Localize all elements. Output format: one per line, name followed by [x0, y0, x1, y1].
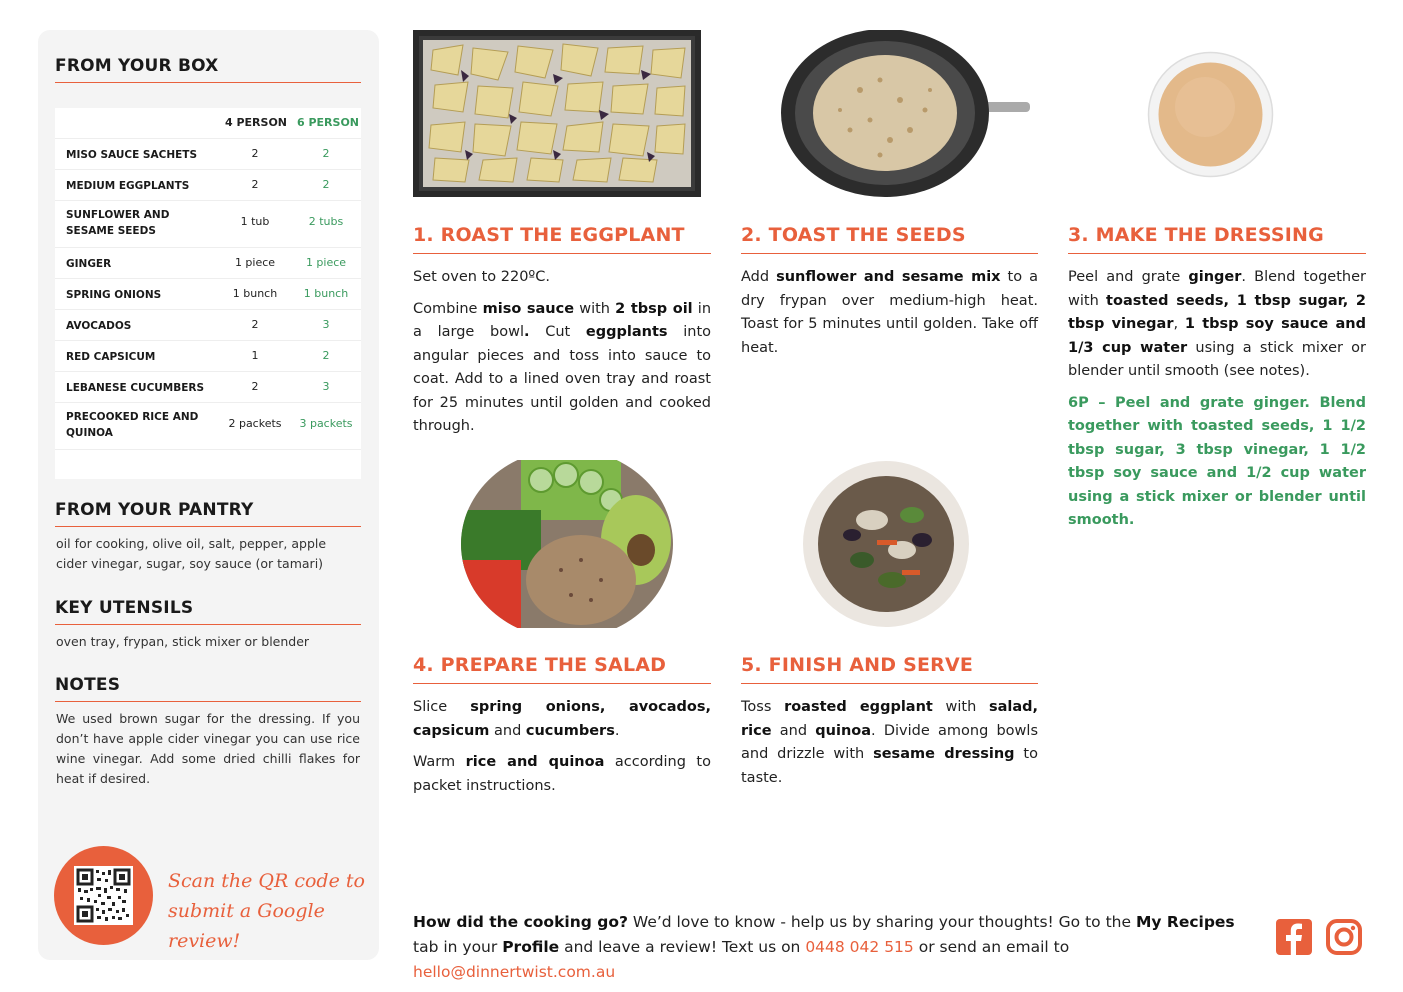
- table-row: [55, 449, 361, 479]
- notes-title: NOTES: [55, 675, 121, 695]
- notes-text: We used brown sugar for the dressing. If you don’t have apple cider vinegar you can use rice wine vinegar. Add some dried chilli flakes for heat if desired.: [56, 711, 360, 786]
- divider: [1068, 253, 1366, 254]
- qty-6: 3 packets: [299, 417, 353, 430]
- divider: [55, 526, 361, 527]
- step-3-title: 3. MAKE THE DRESSING: [1068, 224, 1324, 246]
- qty-4: 1 tub: [240, 215, 270, 228]
- table-row: [55, 402, 361, 449]
- pantry-text: oil for cooking, olive oil, salt, pepper, apple cider vinegar, sugar, soy sauce (or tamari): [56, 536, 327, 571]
- table-row: [55, 278, 361, 309]
- ingredient-name: MISO SAUCE SACHETS: [66, 149, 198, 161]
- divider: [55, 624, 361, 625]
- step-2-title: 2. TOAST THE SEEDS: [741, 224, 966, 246]
- step-5-para-1: Toss roasted eggplant with salad, rice and quinoa. Divide among bowls and drizzle with sesame dressing to taste.: [741, 699, 1039, 786]
- qty-4: 2: [251, 380, 259, 393]
- ingredient-name: PRECOOKED RICE AND QUINOA: [66, 411, 199, 439]
- qty-6: 3: [322, 380, 330, 393]
- divider: [741, 683, 1038, 684]
- qty-4: 2: [251, 178, 259, 191]
- step-3-para-1: Peel and grate ginger. Blend together with toasted seeds, 1 tbsp sugar, 2 tbsp vinegar, 1 tbsp soy sauce and 1/3 cup water using a stick mixer or blender until smooth (see notes).: [1068, 269, 1367, 379]
- divider: [413, 253, 711, 254]
- step-2-text: [741, 266, 1038, 368]
- key-utensils-title: KEY UTENSILS: [55, 598, 194, 618]
- table-header: [55, 108, 361, 138]
- email-link[interactable]: hello@dinnertwist.com.au: [413, 963, 616, 981]
- utensils-text: oven tray, frypan, stick mixer or blender: [56, 634, 310, 649]
- ingredient-name: GINGER: [66, 258, 112, 270]
- from-your-box-title: FROM YOUR BOX: [55, 56, 219, 76]
- ingredient-name: RED CAPSICUM: [66, 351, 156, 363]
- table-row: [55, 371, 361, 402]
- step-1-title: 1. ROAST THE EGGPLANT: [413, 224, 685, 246]
- table-row: [55, 169, 361, 200]
- step-5-title: 5. FINISH AND SERVE: [741, 654, 974, 676]
- col-6-person: 6 PERSON: [297, 116, 360, 129]
- step-4-text: [413, 696, 711, 806]
- dressing-bowl-image: [1147, 51, 1274, 178]
- table-row: [55, 200, 361, 247]
- ingredient-name: MEDIUM EGGPLANTS: [66, 180, 190, 192]
- qr-badge[interactable]: [54, 846, 153, 945]
- sidebar: [38, 30, 379, 960]
- served-bowl-image: [802, 460, 970, 628]
- table-row: [55, 247, 361, 278]
- qr-code-icon[interactable]: [74, 866, 133, 925]
- step-4-para-1: Slice spring onions, avocados, capsicum and cucumbers.: [413, 699, 712, 739]
- step-4-para-2: Warm rice and quinoa according to packet instructions.: [413, 754, 711, 794]
- facebook-icon[interactable]: [1275, 918, 1313, 956]
- seeds-frypan-image: [780, 30, 1030, 197]
- qr-caption: [168, 866, 368, 956]
- qr-caption-line-1: Scan the QR code to: [168, 870, 365, 892]
- step-2-para-1: Add sunflower and sesame mix to a dry frypan over medium-high heat. Toast for 5 minutes until golden. Take off heat.: [741, 269, 1038, 356]
- step-3-text: [1068, 266, 1366, 541]
- ingredient-name: LEBANESE CUCUMBERS: [66, 382, 205, 394]
- qr-caption-line-2: submit a Google review!: [168, 900, 325, 952]
- step-3-6p-note: 6P – Peel and grate ginger. Blend together with toasted seeds, 1 1/2 tbsp sugar, 3 tbsp vinegar, 1 1/2 tbsp soy sauce and 1/2 cup water using a stick mixer or blender until smooth.: [1068, 394, 1366, 528]
- qty-4: 1: [251, 349, 259, 362]
- qty-6: 1 bunch: [303, 287, 349, 300]
- qty-6: 2 tubs: [308, 215, 344, 228]
- ingredients-table: [55, 108, 361, 479]
- step-1-para-2: Combine miso sauce with 2 tbsp oil in a large bowl. Cut eggplants into angular pieces and toss into sauce to coat. Add to a lined oven tray and roast for 25 minutes until golden and cooked through.: [413, 300, 712, 434]
- qty-6: 2: [322, 349, 330, 362]
- salad-bowl-image: [461, 460, 673, 628]
- ingredient-name: AVOCADOS: [66, 320, 132, 332]
- qty-4: 2: [251, 318, 259, 331]
- ingredient-name: SPRING ONIONS: [66, 289, 162, 301]
- qty-4: 1 bunch: [232, 287, 278, 300]
- qty-6: 2: [322, 147, 330, 160]
- ingredient-name: SUNFLOWER AND SESAME SEEDS: [66, 209, 170, 237]
- instagram-icon[interactable]: [1325, 918, 1363, 956]
- divider: [55, 701, 361, 702]
- table-row: [55, 309, 361, 340]
- divider: [413, 683, 711, 684]
- from-your-pantry-title: FROM YOUR PANTRY: [55, 500, 254, 520]
- qty-4: 1 piece: [234, 256, 276, 269]
- qty-6: 3: [322, 318, 330, 331]
- eggplant-tray-image: [413, 30, 701, 197]
- qty-6: 1 piece: [305, 256, 347, 269]
- divider: [741, 253, 1038, 254]
- step-1-text: [413, 266, 711, 447]
- table-row: [55, 340, 361, 371]
- qty-4: 2 packets: [228, 417, 282, 430]
- step-5-text: [741, 696, 1038, 798]
- qty-6: 2: [322, 178, 330, 191]
- divider: [55, 82, 361, 83]
- step-1-para-1: Set oven to 220ºC.: [413, 269, 550, 285]
- footer-review-text: How did the cooking go? We’d love to know - help us by sharing your thoughts! Go to the My Recipes tab in your Profile and leave a review! Text us on 0448 042 515 or send an email to hello@dinnertwist.com.au: [413, 913, 1235, 981]
- qty-4: 2: [251, 147, 259, 160]
- phone-link[interactable]: 0448 042 515: [805, 938, 914, 956]
- col-4-person: 4 PERSON: [225, 116, 288, 129]
- table-row: [55, 138, 361, 169]
- step-4-title: 4. PREPARE THE SALAD: [413, 654, 667, 676]
